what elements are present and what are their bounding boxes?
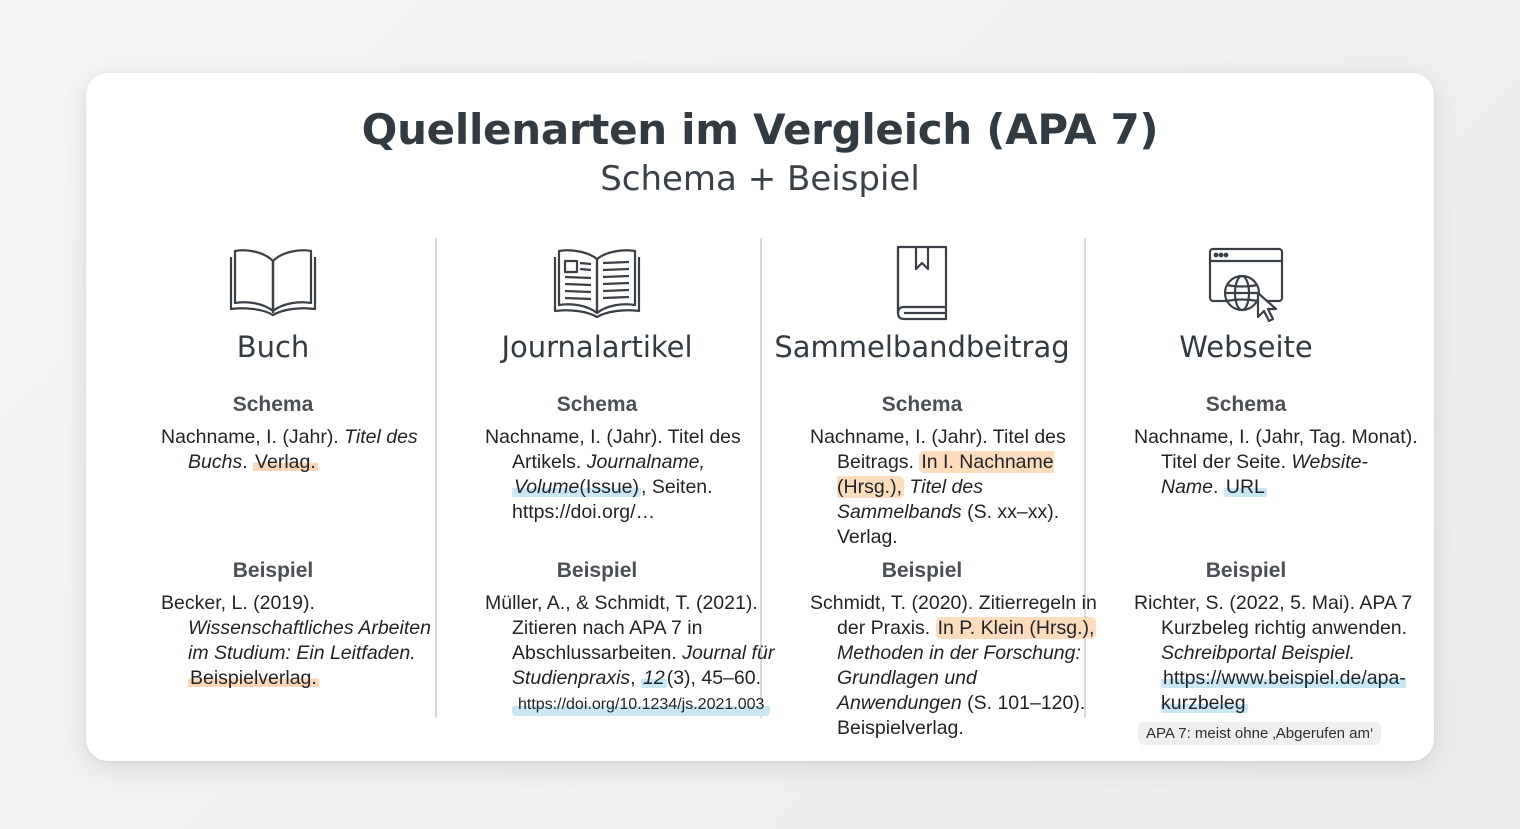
column-title: Sammelbandbeitrag bbox=[774, 330, 1070, 364]
schema-label: Schema bbox=[556, 393, 638, 416]
column-title: Buch bbox=[236, 330, 310, 364]
url-link[interactable]: https://www.beispiel.de/apa-kurzbeleg bbox=[1161, 667, 1406, 714]
beispiel-label: Beispiel bbox=[232, 559, 314, 582]
beispiel-label: Beispiel bbox=[881, 559, 963, 582]
schema-label: Schema bbox=[881, 393, 963, 416]
schema-text: Nachname, I. (Jahr, Tag. Monat). Titel der Seite. Website-Name. URL bbox=[1134, 426, 1418, 498]
column-title: Webseite bbox=[1179, 330, 1313, 364]
page-title: Quellenarten im Vergleich (APA 7) bbox=[361, 105, 1159, 154]
schema-label: Schema bbox=[232, 393, 314, 416]
beispiel-text: Richter, S. (2022, 5. Mai). APA 7 Kurzbeleg richtig anwenden. Schreibportal Beispiel. https://www.beispiel.de/apa-kurzbeleg bbox=[1134, 592, 1413, 714]
column-title: Journalartikel bbox=[501, 330, 693, 364]
web-globe-cursor-icon bbox=[1200, 243, 1292, 323]
note-badge: APA 7: meist ohne ‚Abgerufen am‘ bbox=[1138, 722, 1381, 745]
comparison-card bbox=[86, 73, 1434, 761]
page-subtitle: Schema + Beispiel bbox=[600, 159, 920, 199]
schema-text: Nachname, I. (Jahr). Titel des Beitrags. In I. Nachname (Hrsg.), Titel des Sammelbands (S. xx–xx). Verlag. bbox=[810, 426, 1066, 548]
beispiel-text: Becker, L. (2019). Wissenschaftliches Arbeiten im Studium: Ein Leitfaden. Beispielverlag. bbox=[161, 592, 431, 689]
journal-icon bbox=[551, 243, 643, 323]
doi-link[interactable]: https://doi.org/10.1234/js.2021.003 bbox=[512, 692, 770, 717]
schema-text: Nachname, I. (Jahr). Titel des Buchs. Verlag. bbox=[161, 426, 418, 473]
bookmarked-book-icon bbox=[876, 243, 968, 323]
column-buch bbox=[111, 238, 435, 758]
column-sammelbandbeitrag bbox=[760, 238, 1097, 758]
beispiel-text: Müller, A., & Schmidt, T. (2021). Zitieren nach APA 7 in Abschlussarbeiten. Journal für Studienpraxis, 12 (3), 45–60. https://doi.org/10.1234/js.2021.003 bbox=[485, 591, 775, 717]
beispiel-label: Beispiel bbox=[556, 559, 638, 582]
column-journalartikel bbox=[435, 238, 775, 758]
schema-label: Schema bbox=[1205, 393, 1287, 416]
schema-text: Nachname, I. (Jahr). Titel des Artikels. Journalname, Volume(Issue) , Seiten. https://doi.org/… bbox=[485, 426, 741, 523]
beispiel-text: Schmidt, T. (2020). Zitierregeln in der Praxis. In P. Klein (Hrsg.), Methoden in der Forschung: Grundlagen und Anwendungen (S. 101–120). Beispielverlag. bbox=[810, 592, 1097, 739]
beispiel-label: Beispiel bbox=[1205, 559, 1287, 582]
column-webseite bbox=[1084, 238, 1418, 758]
open-book-icon bbox=[227, 243, 319, 323]
